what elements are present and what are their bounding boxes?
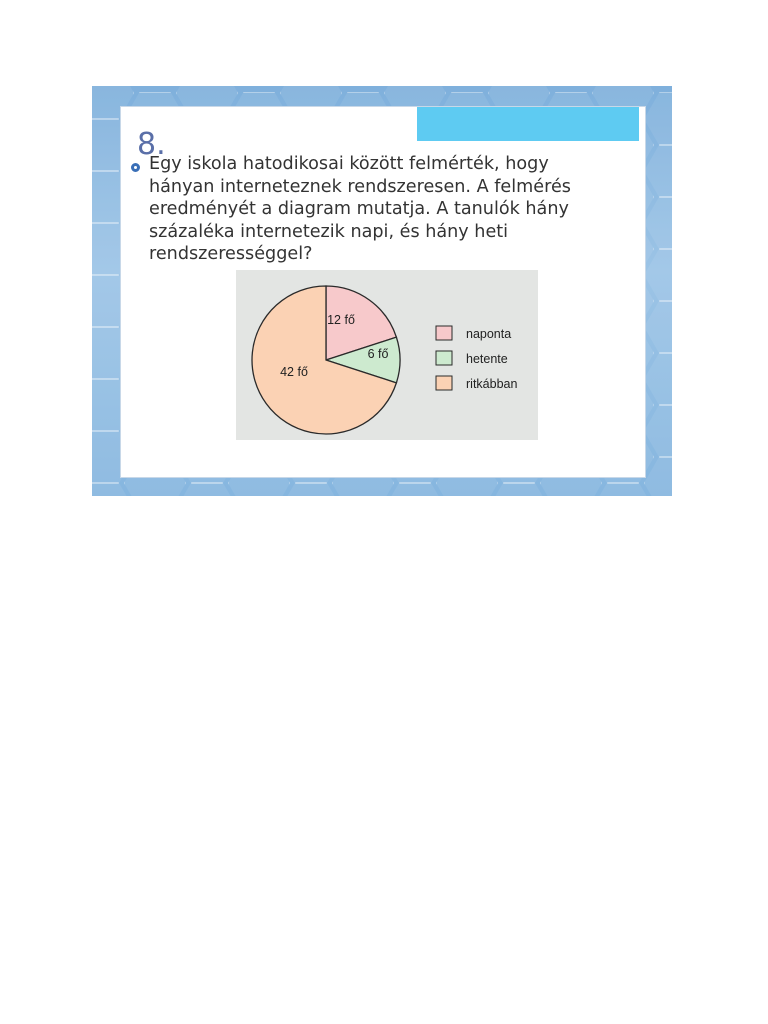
question-line: Egy iskola hatodikosai között felmérték, hogy — [149, 154, 549, 174]
question-line: rendszerességgel? — [149, 244, 313, 264]
slice-label-ritkábban: 42 fő — [280, 365, 308, 379]
pie-chart — [236, 270, 538, 440]
question-line: eredményét a diagram mutatja. A tanulók hány — [149, 199, 569, 219]
question-line: százaléka internetezik napi, és hány heti — [149, 221, 509, 242]
question-text — [149, 153, 619, 266]
legend-swatch-hetente — [436, 351, 452, 365]
legend-label-naponta: naponta — [466, 327, 512, 341]
pie-chart-svg — [236, 270, 538, 440]
slice-label-naponta: 12 fő — [327, 313, 355, 327]
legend-swatch-naponta — [436, 326, 452, 340]
slide — [92, 86, 672, 496]
question-number: 8. — [137, 127, 166, 162]
legend-label-hetente: hetente — [466, 352, 508, 366]
slice-label-hetente: 6 fő — [367, 347, 389, 361]
title-accent-tab — [415, 107, 641, 143]
legend-label-ritkábban: ritkábban — [466, 377, 518, 391]
content-panel — [120, 106, 646, 478]
bullet-icon — [131, 163, 140, 172]
legend-swatch-ritkábban — [436, 376, 452, 390]
question-line: hányan interneteznek rendszeresen. A felmérés — [149, 176, 571, 197]
